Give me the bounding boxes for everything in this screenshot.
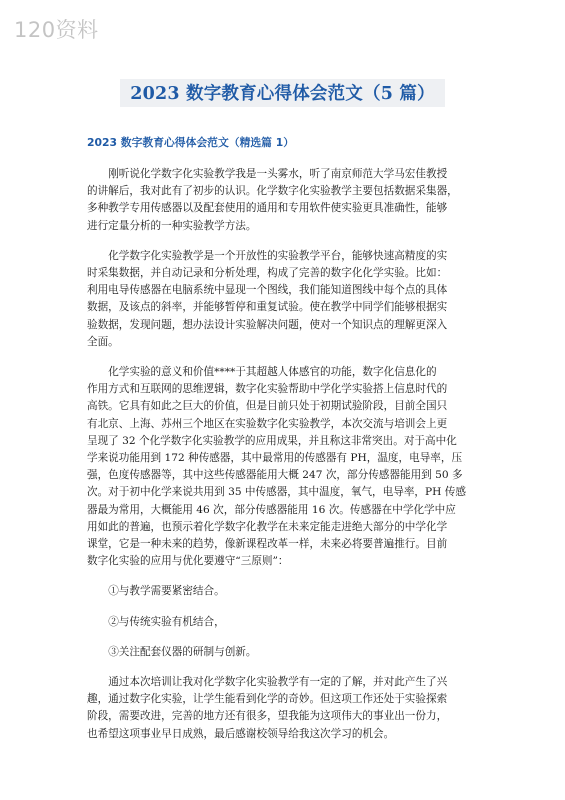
text-line: 多种教学专用传感器以及配套使用的通用和专用软件使实验更具准确性，能够 [87,202,448,215]
text-line: 也希望这项事业早日成熟，最后感谢校领导给我这次学习的机会。 [87,727,395,740]
text-line: 时采集数据，并自动记录和分析处理，构成了完善的数字化化学实验。比如： [87,267,448,280]
text-line: 数据，及该点的斜率，并能够暂停和重复试验。使在教学中同学们能够根据实 [87,301,448,314]
paragraph-1 [87,166,478,235]
text-line: 作用方式和互联网的思维逻辑，数字化实验帮助中学化学实验搭上信息时代的 [87,383,448,396]
text-line: 次。对于初中化学来说共用到 35 中传感器，其中温度，氧气，电导率，PH 传感 [87,486,466,499]
text-line: 验数据，发现问题，想办法设计实验解决问题，使对一个知识点的理解更深入 [87,318,448,331]
text-line: 趣，通过数字化实验，让学生能看到化学的奇妙。但这项工作还处于实验探索 [87,693,448,706]
text-line: 全面。 [87,335,119,348]
text-line: 化学数字化实验教学是一个开放性的实验教学平台，能够快速高精度的实 [108,249,448,262]
closing-paragraph [87,674,478,743]
paragraph-3 [87,364,478,570]
text-line: 刚听说化学数字化实验教学我是一头雾水，听了南京师范大学马宏佳教授 [108,168,448,180]
text-line: 进行定量分析的一种实验教学方法。 [87,219,257,232]
document-title: 2023 数字教育心得体会范文（5 篇） [120,79,445,107]
text-line: 高铁。它具有如此之巨大的价值，但是目前只处于初期试验阶段，目前全国只 [87,400,448,413]
text-line: 学来说功能用到 172 种传感器，其中最常用的传感器有 PH，温度，电导率，压 [87,452,463,465]
text-line: 通过本次培训让我对化学数字化实验教学有一定的了解，并对此产生了兴 [108,676,448,689]
text-line: 阶段，需要改进，完善的地方还有很多，望我能为这项伟大的事业出一份力， [87,710,448,723]
text-line: 器最为常用，大概能用 46 次，部分传感器能用 16 次。传感器在中学化学中应 [87,503,456,516]
section-title: 2023 数字教育心得体会范文（精选篇 1） [87,136,295,149]
text-line: 化学实验的意义和价值****于其超越人体感官的功能，数字化信息化的 [108,366,437,379]
text-line: 强，色度传感器等，其中这些传感器能用大概 247 次，部分传感器能用到 50 多 [87,469,463,482]
paragraph-2 [87,248,478,351]
list-item: ①与教学需要紧密结合。 [108,585,225,598]
list-item: ②与传统实验有机结合， [108,615,225,628]
text-line: 用如此的普遍，也预示着化学数字化教学在未来定能走进绝大部分的中学化学 [87,520,448,533]
title-area [0,79,565,107]
text-line: 的讲解后，我对此有了初步的认识。化学数字化实验教学主要包括数据采集器， [87,185,458,198]
text-line: 有北京、上海、苏州三个地区在实验数字化实验教学，本次交流与培训会上更 [87,417,448,430]
list-item: ③关注配套仪器的研制与创新。 [108,645,257,658]
watermark-logo: 120资料 [14,18,99,42]
text-line: 呈现了 32 个化学数字化实验教学的应用成果，并且称这非常突出。对于高中化 [87,434,457,447]
text-line: 课堂，它是一种未来的趋势，像新课程改革一样，未来必将要普遍推行。目前 [87,538,448,551]
text-line: 数字化实验的应用与优化要遵守“三原则”： [87,555,289,568]
document-body [87,166,478,756]
text-line: 利用电导传感器在电脑系统中显现一个图线，我们能知道图线中每个点的具体 [87,284,448,297]
